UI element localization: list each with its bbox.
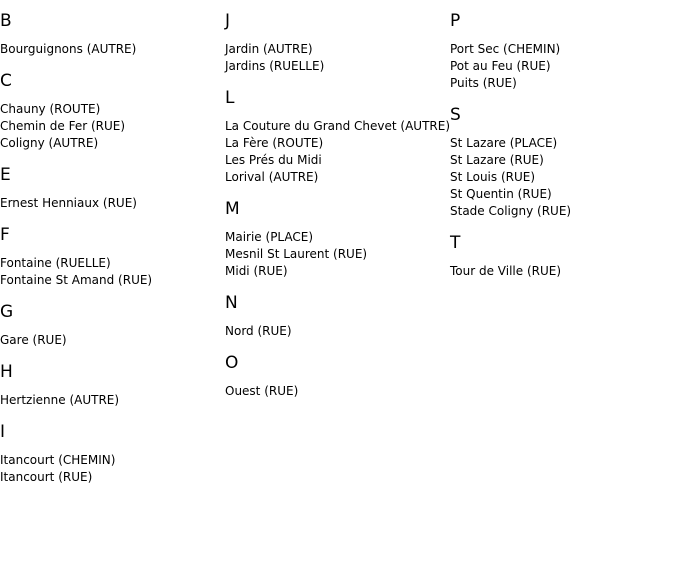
letter-group <box>450 104 675 220</box>
letter-heading: P <box>450 11 461 31</box>
letter-group <box>450 10 675 92</box>
street-list <box>0 195 225 212</box>
street-link[interactable]: Pot au Feu (RUE) <box>450 59 551 73</box>
street-list <box>225 41 450 75</box>
letter-heading: I <box>0 422 6 442</box>
street-link[interactable]: Nord (RUE) <box>225 324 292 338</box>
letter-heading: C <box>0 71 12 91</box>
street-list <box>225 229 450 280</box>
letter-group <box>450 232 675 280</box>
street-link[interactable]: Jardin (AUTRE) <box>225 42 313 56</box>
letter-group <box>0 301 225 349</box>
street-link[interactable]: Itancourt (RUE) <box>0 470 93 484</box>
letter-heading: J <box>225 11 231 31</box>
street-link[interactable]: Midi (RUE) <box>225 264 288 278</box>
street-link[interactable]: Ouest (RUE) <box>225 384 299 398</box>
street-link[interactable]: Chemin de Fer (RUE) <box>0 119 126 133</box>
street-link[interactable]: Les Prés du Midi <box>225 153 322 167</box>
index-column-1 <box>0 10 225 498</box>
street-list <box>0 452 225 486</box>
street-link[interactable]: Chauny (ROUTE) <box>0 102 101 116</box>
index-column-2 <box>225 10 450 412</box>
street-list <box>0 41 225 58</box>
letter-group <box>225 10 450 75</box>
street-list <box>450 263 675 280</box>
letter-group <box>225 198 450 280</box>
street-link[interactable]: Mairie (PLACE) <box>225 230 314 244</box>
street-link[interactable]: Jardins (RUELLE) <box>225 59 325 73</box>
street-link[interactable]: Fontaine (RUELLE) <box>0 256 111 270</box>
letter-group <box>225 292 450 340</box>
index-column-3 <box>450 10 675 292</box>
letter-heading: G <box>0 302 14 322</box>
street-link[interactable]: Tour de Ville (RUE) <box>450 264 562 278</box>
letter-heading: B <box>0 11 12 31</box>
letter-group <box>0 164 225 212</box>
street-link[interactable]: Itancourt (CHEMIN) <box>0 453 116 467</box>
letter-group <box>225 87 450 186</box>
street-list <box>0 332 225 349</box>
street-list <box>450 41 675 92</box>
letter-group <box>0 361 225 409</box>
street-link[interactable]: Ernest Henniaux (RUE) <box>0 196 137 210</box>
letter-heading: T <box>450 233 461 253</box>
street-link[interactable]: La Fère (ROUTE) <box>225 136 324 150</box>
street-link[interactable]: Puits (RUE) <box>450 76 517 90</box>
street-link[interactable]: Stade Coligny (RUE) <box>450 204 572 218</box>
street-link[interactable]: Coligny (AUTRE) <box>0 136 99 150</box>
letter-heading: H <box>0 362 13 382</box>
street-list <box>450 135 675 220</box>
letter-heading: M <box>225 199 240 219</box>
letter-group <box>0 70 225 152</box>
letter-group <box>225 352 450 400</box>
letter-group <box>0 421 225 486</box>
street-link[interactable]: Port Sec (CHEMIN) <box>450 42 561 56</box>
letter-heading: O <box>225 353 239 373</box>
street-link[interactable]: Mesnil St Laurent (RUE) <box>225 247 368 261</box>
letter-heading: E <box>0 165 11 185</box>
street-link[interactable]: Lorival (AUTRE) <box>225 170 319 184</box>
street-link[interactable]: Fontaine St Amand (RUE) <box>0 273 153 287</box>
street-link[interactable]: St Quentin (RUE) <box>450 187 552 201</box>
street-link[interactable]: Hertzienne (AUTRE) <box>0 393 120 407</box>
letter-group <box>0 10 225 58</box>
street-list <box>225 118 450 186</box>
street-link[interactable]: St Lazare (RUE) <box>450 153 544 167</box>
letter-heading: N <box>225 293 238 313</box>
street-list <box>0 255 225 289</box>
street-link[interactable]: St Lazare (PLACE) <box>450 136 558 150</box>
street-link[interactable]: Gare (RUE) <box>0 333 67 347</box>
letter-heading: F <box>0 225 10 245</box>
street-link[interactable]: Bourguignons (AUTRE) <box>0 42 137 56</box>
letter-group <box>0 224 225 289</box>
street-list <box>0 392 225 409</box>
street-link[interactable]: La Couture du Grand Chevet (AUTRE) <box>225 119 450 133</box>
street-link[interactable]: St Louis (RUE) <box>450 170 536 184</box>
letter-heading: S <box>450 105 461 125</box>
street-list <box>225 323 450 340</box>
street-list <box>225 383 450 400</box>
letter-heading: L <box>225 88 235 108</box>
street-list <box>0 101 225 152</box>
